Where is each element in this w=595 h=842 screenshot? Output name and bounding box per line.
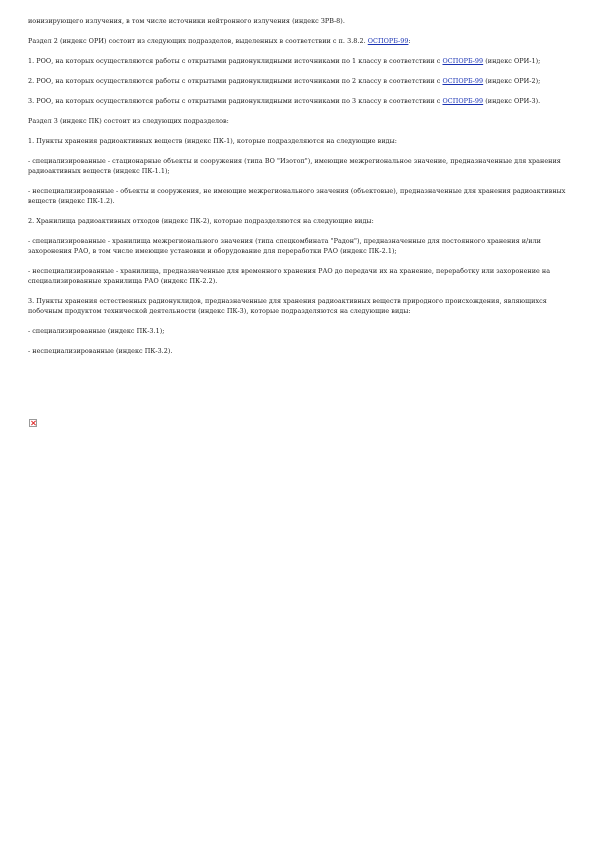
- document-body: [28, 16, 568, 366]
- paragraph: [28, 56, 568, 66]
- paragraph-tail: (индекс ОРИ-1);: [483, 57, 541, 65]
- paragraph: - специализированные (индекс ПК-3.1);: [28, 327, 165, 335]
- paragraph-tail: :: [408, 37, 411, 45]
- paragraph: - неспециализированные (индекс ПК-3.2).: [28, 347, 173, 355]
- ospor-link[interactable]: ОСПОРБ-99: [442, 77, 484, 85]
- paragraph: 3. Пункты хранения естественных радионуклидов, предназначенные для хранения радиоактивных веществ природного происхождения, являющихся побочным продуктом технической деятельности (индекс ПК-3), которые подразделяются на следующие виды:: [28, 297, 547, 315]
- paragraph: [28, 76, 568, 86]
- paragraph: Раздел 3 (индекс ПК) состоит из следующих подразделов:: [28, 117, 229, 125]
- paragraph: - неспециализированные - хранилища, предназначенные для временного хранения РАО до передачи их на хранение, переработку или захоронение на специализированные хранилища РАО (индекс ПК-2.2).: [28, 267, 551, 285]
- paragraph: ионизирующего излучения, в том числе источники нейтронного излучения (индекс ЗРВ-8).: [28, 17, 345, 25]
- broken-image-icon: [29, 419, 37, 427]
- ospor-link[interactable]: ОСПОРБ-99: [442, 57, 484, 65]
- ospor-link[interactable]: ОСПОРБ-99: [442, 97, 484, 105]
- paragraph-text: 1. РОО, на которых осуществляются работы с открытыми радионуклидными источниками по 1 классу в соответствии с: [28, 57, 443, 65]
- paragraph: - специализированные - хранилища межрегионального значения (типа спецкомбината "Радон"), предназначенные для постоянного хранения и/или захоронения РАО, в том числе имеющие установки и оборудование для переработки РАО (индекс ПК-2.1);: [28, 237, 541, 255]
- ospor-link[interactable]: ОСПОРБ-99: [367, 37, 409, 45]
- paragraph-text: 2. РОО, на которых осуществляются работы с открытыми радионуклидными источниками по 2 классу в соответствии с: [28, 77, 443, 85]
- paragraph: 1. Пункты хранения радиоактивных веществ (индекс ПК-1), которые подразделяются на следующие виды:: [28, 137, 397, 145]
- paragraph-text: 3. РОО, на которых осуществляются работы с открытыми радионуклидными источниками по 3 классу в соответствии с: [28, 97, 443, 105]
- paragraph-tail: (индекс ОРИ-2);: [483, 77, 541, 85]
- paragraph: - неспециализированные - объекты и сооружения, не имеющие межрегионального значения (объектовые), предназначенные для хранения радиоактивных веществ (индекс ПК-1.2).: [28, 187, 566, 205]
- paragraph-tail: (индекс ОРИ-3).: [483, 97, 541, 105]
- paragraph: [28, 96, 568, 106]
- paragraph: 2. Хранилища радиоактивных отходов (индекс ПК-2), которые подразделяются на следующие виды:: [28, 217, 374, 225]
- paragraph: - специализированные - стационарные объекты и сооружения (типа ВО "Изотоп"), имеющие межрегиональное значение, предназначенные для хранения радиоактивных веществ (индекс ПК-1.1);: [28, 157, 561, 175]
- paragraph: [28, 36, 568, 46]
- paragraph-text: Раздел 2 (индекс ОРИ) состоит из следующих подразделов, выделенных в соответствии с п. 3.8.2.: [28, 37, 368, 45]
